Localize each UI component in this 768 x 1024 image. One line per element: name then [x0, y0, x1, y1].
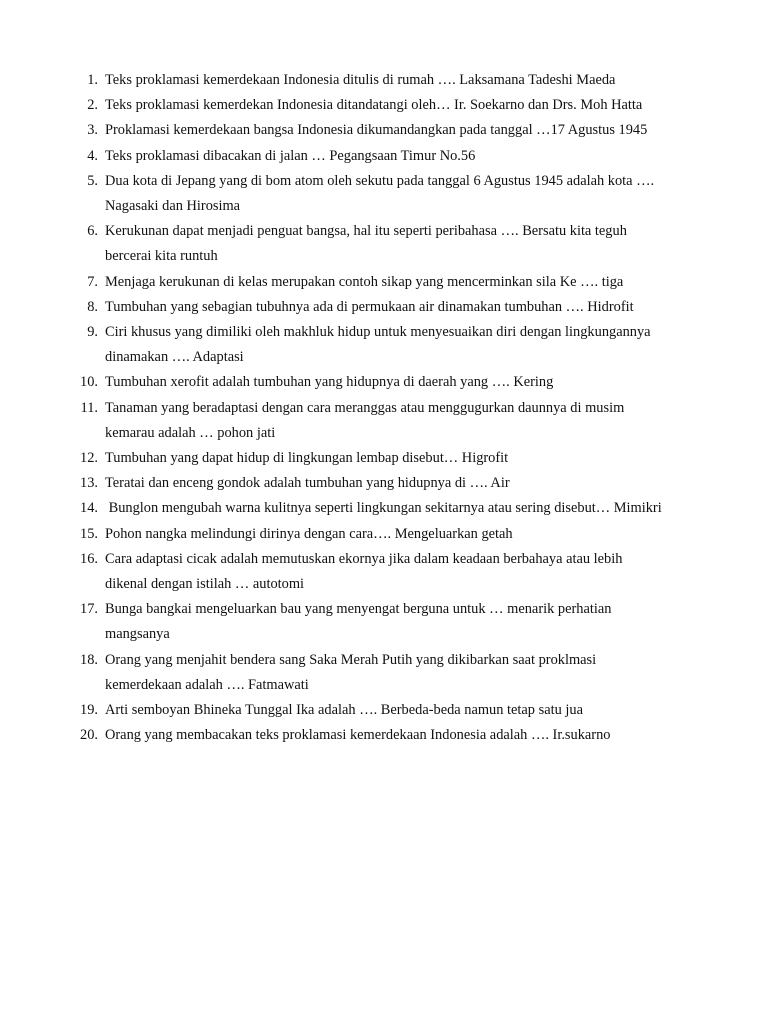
list-item-number: 3.: [87, 122, 98, 139]
list-item-text: [105, 597, 738, 647]
list-item-text: [105, 68, 738, 93]
list-item: [0, 169, 768, 219]
list-item-number: 10.: [80, 374, 98, 391]
list-item: [0, 723, 768, 748]
list-item: [0, 144, 768, 169]
list-item: [0, 295, 768, 320]
list-item-number: 7.: [87, 273, 98, 290]
list-item-text: [105, 320, 738, 370]
list-item: [0, 270, 768, 295]
list-item-line: Tanaman yang beradaptasi dengan cara meranggas atau menggugurkan daunnya di musim: [105, 399, 625, 416]
list-item-number: 17.: [80, 601, 98, 618]
list-item-line: Cara adaptasi cicak adalah memutuskan ekornya jika dalam keadaan berbahaya atau lebih: [105, 550, 623, 567]
list-item-text: [105, 496, 738, 521]
list-item-number: 4.: [87, 147, 98, 164]
list-item-line: Menjaga kerukunan di kelas merupakan contoh sikap yang mencerminkan sila Ke …. tiga: [105, 273, 624, 290]
list-item-text: [105, 446, 738, 471]
list-item-line: Teratai dan enceng gondok adalah tumbuhan yang hidupnya di …. Air: [105, 475, 510, 492]
list-item-line: mangsanya: [105, 626, 170, 643]
list-item-text: [105, 698, 738, 723]
list-item-line: Kerukunan dapat menjadi penguat bangsa, hal itu seperti peribahasa …. Bersatu kita teguh: [105, 223, 627, 240]
list-item-number: 14.: [80, 500, 98, 517]
list-item-line: kemarau adalah … pohon jati: [105, 424, 276, 441]
list-item-text: [105, 723, 738, 748]
list-item-line: Arti semboyan Bhineka Tunggal Ika adalah …. Berbeda-beda namun tetap satu jua: [105, 702, 583, 719]
list-item-line: Bunglon mengubah warna kulitnya seperti lingkungan sekitarnya atau sering disebut… Mimikri: [105, 500, 662, 517]
list-item: [0, 597, 768, 647]
list-item-text: [105, 270, 738, 295]
list-item: [0, 471, 768, 496]
list-item-number: 8.: [87, 298, 98, 315]
list-item: [0, 320, 768, 370]
list-item-line: Orang yang membacakan teks proklamasi kemerdekaan Indonesia adalah …. Ir.sukarno: [105, 727, 611, 744]
list-item-line: Teks proklamasi dibacakan di jalan … Pegangsaan Timur No.56: [105, 147, 476, 164]
list-item-text: [105, 144, 738, 169]
list-item-number: 16.: [80, 550, 98, 567]
list-item-line: Pohon nangka melindungi dirinya dengan cara…. Mengeluarkan getah: [105, 525, 513, 542]
list-item-line: bercerai kita runtuh: [105, 248, 218, 265]
list-item-text: [105, 93, 738, 118]
list-item-text: [105, 370, 738, 395]
list-item-text: [105, 648, 738, 698]
question-answer-list: [0, 68, 768, 748]
list-item-number: 6.: [87, 223, 98, 240]
list-item-number: 19.: [80, 702, 98, 719]
list-item: [0, 219, 768, 269]
list-item: [0, 118, 768, 143]
list-item-line: Teks proklamasi kemerdekan Indonesia ditandatangi oleh… Ir. Soekarno dan Drs. Moh Hatta: [105, 97, 643, 114]
list-item-line: dinamakan …. Adaptasi: [105, 349, 244, 366]
list-item: [0, 396, 768, 446]
list-item-line: Nagasaki dan Hirosima: [105, 198, 241, 215]
list-item-line: kemerdekaan adalah …. Fatmawati: [105, 676, 309, 693]
list-item: [0, 446, 768, 471]
list-item-text: [105, 396, 738, 446]
list-item-text: [105, 169, 738, 219]
list-item-number: 13.: [80, 475, 98, 492]
list-item: [0, 93, 768, 118]
list-item-text: [105, 522, 738, 547]
list-item-text: [105, 471, 738, 496]
list-item-text: [105, 118, 738, 143]
list-item-number: 2.: [87, 97, 98, 114]
list-item: [0, 370, 768, 395]
list-item-line: Bunga bangkai mengeluarkan bau yang menyengat berguna untuk … menarik perhatian: [105, 601, 612, 618]
list-item-number: 5.: [87, 172, 98, 189]
list-item: [0, 68, 768, 93]
list-item-line: Tumbuhan yang sebagian tubuhnya ada di permukaan air dinamakan tumbuhan …. Hidrofit: [105, 298, 634, 315]
list-item: [0, 648, 768, 698]
list-item-number: 12.: [80, 450, 98, 467]
list-item-line: dikenal dengan istilah … autotomi: [105, 576, 305, 593]
list-item-line: Teks proklamasi kemerdekaan Indonesia ditulis di rumah …. Laksamana Tadeshi Maeda: [105, 72, 616, 88]
list-item: [0, 698, 768, 723]
list-item: [0, 547, 768, 597]
list-item-line: Tumbuhan xerofit adalah tumbuhan yang hidupnya di daerah yang …. Kering: [105, 374, 554, 391]
list-item-text: [105, 219, 738, 269]
list-item-text: [105, 547, 738, 597]
list-item-number: 9.: [87, 324, 98, 341]
list-item-line: Ciri khusus yang dimiliki oleh makhluk hidup untuk menyesuaikan diri dengan lingkungannya: [105, 324, 651, 341]
document-page: [0, 68, 768, 748]
list-item-line: Orang yang menjahit bendera sang Saka Merah Putih yang dikibarkan saat proklmasi: [105, 651, 597, 668]
list-item-text: [105, 295, 738, 320]
list-item-number: 11.: [80, 399, 98, 416]
list-item-line: Proklamasi kemerdekaan bangsa Indonesia dikumandangkan pada tanggal …17 Agustus 1945: [105, 122, 648, 139]
list-item-number: 1.: [87, 72, 98, 88]
list-item: [0, 496, 768, 521]
list-item: [0, 522, 768, 547]
list-item-number: 20.: [80, 727, 98, 744]
list-item-number: 18.: [80, 651, 98, 668]
list-item-line: Dua kota di Jepang yang di bom atom oleh sekutu pada tanggal 6 Agustus 1945 adalah kota ….: [105, 172, 655, 189]
list-item-number: 15.: [80, 525, 98, 542]
list-item-line: Tumbuhan yang dapat hidup di lingkungan lembap disebut… Higrofit: [105, 450, 509, 467]
